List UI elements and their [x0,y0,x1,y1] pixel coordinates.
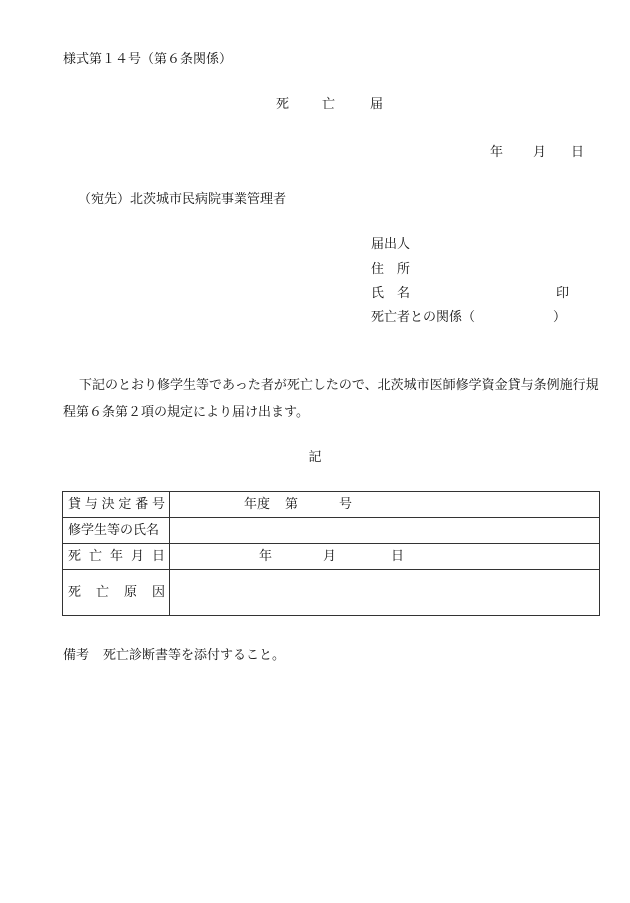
notifier-name-label: 氏 名 [371,286,411,301]
label-char: 定 [118,497,132,512]
loan-number-field[interactable] [170,492,600,518]
label-char: 決 [101,497,115,512]
student-name-label: 修学生等の氏名 [63,518,170,544]
label-char: 死 [68,549,82,564]
seal-mark: 印 [556,286,570,301]
label-char: 日 [151,549,165,564]
label-char: 因 [151,585,165,600]
submission-date [0,146,630,162]
form-number: 様式第１４号（第６条関係） [63,52,233,67]
label-char: 番 [135,497,149,512]
label-char: 号 [151,497,165,512]
document-title [0,98,630,114]
table-row [63,544,600,570]
label-char: 年 [109,549,123,564]
date-day: 日 [571,145,585,160]
label-char: 死 [68,585,82,600]
student-name-field[interactable] [170,518,600,544]
table-row [63,518,600,544]
addressee: （宛先）北茨城市民病院事業管理者 [78,192,287,207]
death-cause-label [63,570,170,616]
record-table [62,491,600,616]
title-char-1: 死 [276,97,290,112]
remarks [63,649,285,662]
label-char: 貸 [68,497,82,512]
notifier-name-row [371,287,571,300]
death-month-suffix: 月 [323,548,337,564]
label-char: 原 [123,585,137,600]
death-date-field[interactable] [170,544,600,570]
body-text: 下記のとおり修学生等であった者が死亡したので、北茨城市医師修学資金貸与条例施行規程第６条第２項の規定により届け出ます。 [63,378,599,420]
notifier-heading: 届出人 [371,237,411,252]
notifier-address-label: 住 所 [371,262,411,277]
notifier-relation-label: 死亡者との関係（ ） [371,310,567,325]
label-char: 亡 [88,549,102,564]
table-row [63,570,600,616]
label-char: 月 [130,549,144,564]
loan-number-prefix: 第 [285,496,299,512]
death-cause-field[interactable] [170,570,600,616]
death-date-label [63,544,170,570]
remarks-text: 死亡診断書等を添付すること。 [103,648,286,663]
loan-number-label [63,492,170,518]
label-char: 亡 [95,585,109,600]
date-year: 年 [490,145,504,160]
date-month: 月 [533,145,547,160]
loan-year-suffix: 年度 [244,496,271,512]
title-char-3: 届 [370,97,384,112]
label-char: 与 [84,497,98,512]
body-paragraph [63,372,608,426]
title-char-2: 亡 [322,97,336,112]
remarks-label: 備考 [63,648,90,663]
ki-heading: 記 [308,450,322,465]
table-row [63,492,600,518]
death-day-suffix: 日 [391,548,405,564]
loan-number-suffix: 号 [339,496,353,512]
death-year-suffix: 年 [259,548,273,564]
